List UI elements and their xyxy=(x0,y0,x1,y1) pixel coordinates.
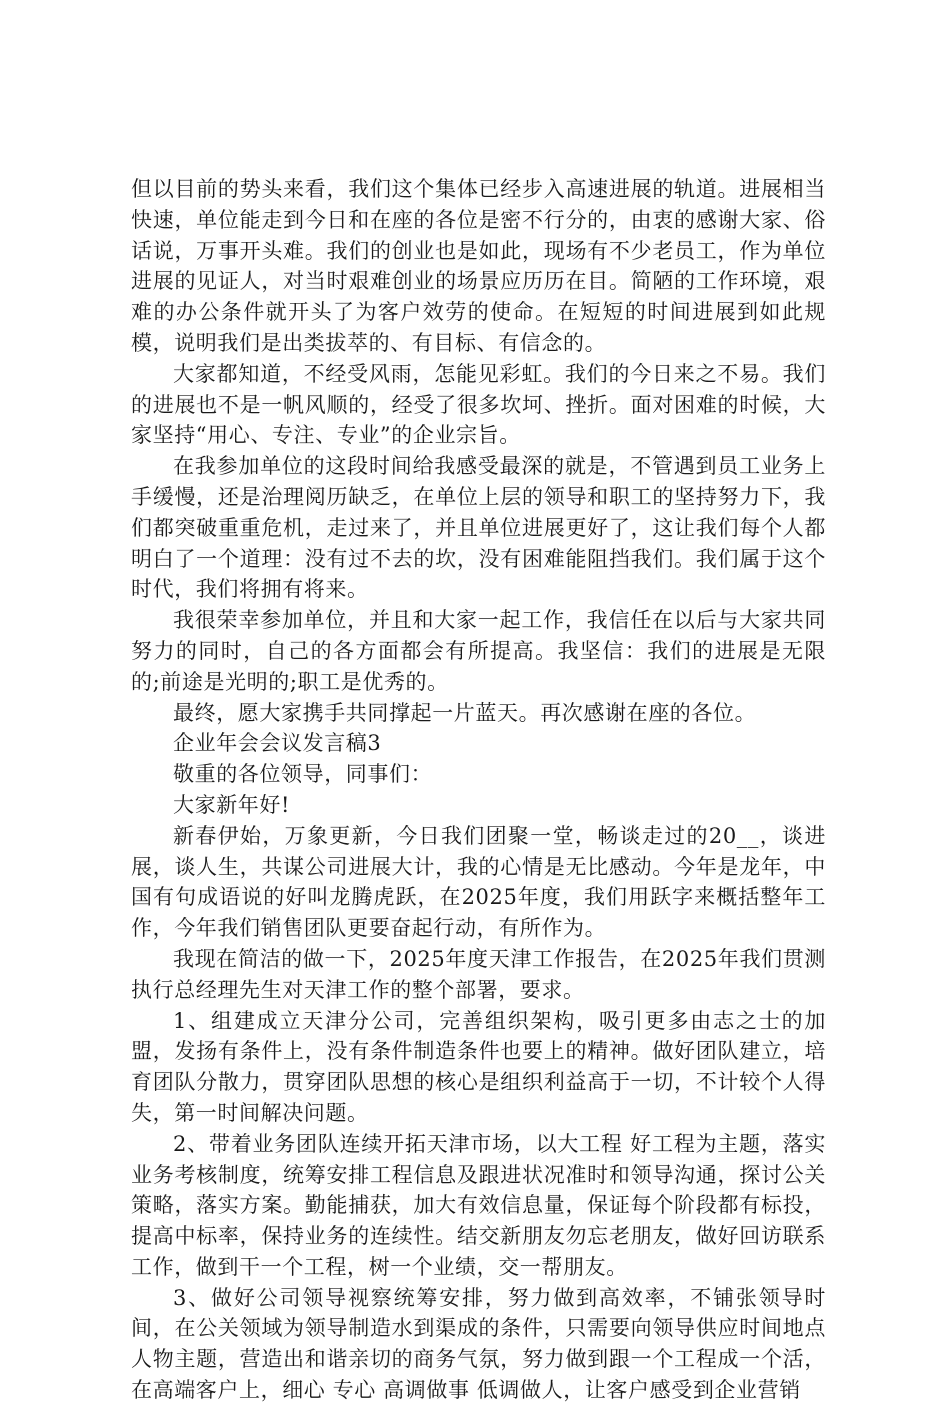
list-item: 3、做好公司领导视察统筹安排，努力做到高效率，不铺张领导时间，在公关领域为领导制造水到渠成的条件，只需要向领导供应时间地点人物主题，营造出和谐亲切的商务气氛，努力做到跟一个工程成一个活，在高端客户上，细心 专心 高调做事 低调做人，让客户感受到企业营销 xyxy=(131,1285,826,1403)
paragraph: 但以目前的势头来看，我们这个集体已经步入高速进展的轨道。进展相当快速，单位能走到今日和在座的各位是密不行分的，由衷的感谢大家、俗话说，万事开头难。我们的创业也是如此，现场有不少老员工，作为单位进展的见证人，对当时艰难创业的场景应历历在目。简陋的工作环境，艰难的办公条件就开头了为客户效劳的使命。在短短的时间进展到如此规模，说明我们是出类拔萃的、有目标、有信念的。 xyxy=(131,177,826,355)
list-item: 2、带着业务团队连续开拓天津市场，以大工程 好工程为主题，落实业务考核制度，统筹安排工程信息及跟进状况准时和领导沟通，探讨公关策略，落实方案。勤能捕获，加大有效信息量，保证每个阶段都有标投，提高中标率，保持业务的连续性。结交新朋友勿忘老朋友，做好回访联系工作，做到干一个工程，树一个业绩，交一帮朋友。 xyxy=(131,1131,826,1279)
list-item: 1、组建成立天津分公司，完善组织架构，吸引更多由志之士的加盟，发扬有条件上，没有条件制造条件也要上的精神。做好团队建立，培育团队分散力，贯穿团队思想的核心是组织利益高于一切，不计较个人得失，第一时间解决问题。 xyxy=(131,1008,826,1125)
paragraph: 我现在简洁的做一下，2025年度天津工作报告，在2025年我们贯测执行总经理先生对天津工作的整个部署，要求。 xyxy=(131,946,826,1002)
greeting: 大家新年好! xyxy=(173,792,291,817)
paragraph: 最终，愿大家携手共同撑起一片蓝天。再次感谢在座的各位。 xyxy=(173,700,757,725)
section-heading: 企业年会会议发言稿3 xyxy=(173,731,382,756)
paragraph: 在我参加单位的这段时间给我感受最深的就是，不管遇到员工业务上手缓慢，还是治理阅历缺乏，在单位上层的领导和职工的坚持努力下，我们都突破重重危机，走过来了，并且单位进展更好了，这让我们每个人都明白了一个道理：没有过不去的坎，没有困难能阻挡我们。我们属于这个时代，我们将拥有将来。 xyxy=(131,454,826,602)
salutation: 敬重的各位领导，同事们： xyxy=(173,762,433,787)
paragraph: 大家都知道，不经受风雨，怎能见彩虹。我们的今日来之不易。我们的进展也不是一帆风顺的，经受了很多坎坷、挫折。面对困难的时候，大家坚持“用心、专注、专业”的企业宗旨。 xyxy=(131,361,826,448)
document-body xyxy=(131,174,826,1406)
paragraph: 新春伊始，万象更新，今日我们团聚一堂，畅谈走过的20__，谈进展，谈人生，共谋公司进展大计，我的心情是无比感动。今年是龙年，中国有句成语说的好叫龙腾虎跃，在2025年度，我们用跃字来概括整年工作，今年我们销售团队更要奋起行动，有所作为。 xyxy=(131,823,826,941)
paragraph: 我很荣幸参加单位，并且和大家一起工作，我信任在以后与大家共同努力的同时，自己的各方面都会有所提高。我坚信：我们的进展是无限的;前途是光明的;职工是优秀的。 xyxy=(131,608,826,694)
